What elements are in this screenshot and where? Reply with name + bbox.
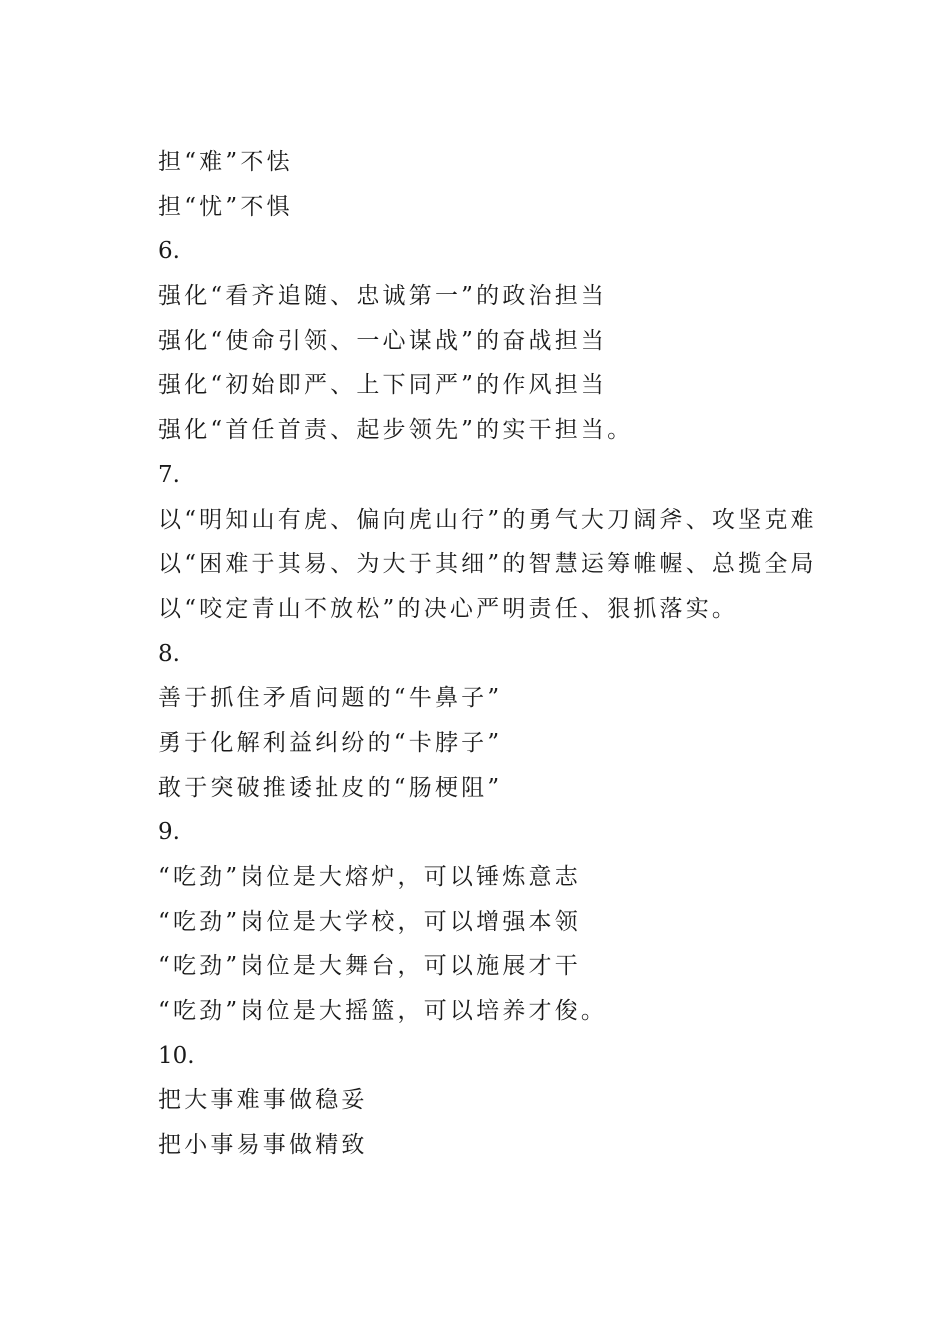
- body-line: 担“难”不怯: [158, 149, 293, 175]
- body-line: 以“明知山有虎、偏向虎山行”的勇气大刀阔斧、攻坚克难: [158, 506, 817, 533]
- body-line: 强化“初始即严、上下同严”的作风担当: [158, 372, 608, 399]
- document-body: [158, 140, 878, 1168]
- body-line: 以“困难于其易、为大于其细”的智慧运筹帷幄、总揽全局: [158, 551, 817, 578]
- body-line: 强化“首任首责、起步领先”的实干担当。: [158, 417, 634, 444]
- body-line: 把大事难事做稳妥: [158, 1087, 368, 1114]
- section-number: 7.: [158, 461, 180, 488]
- body-line: “吃劲”岗位是大熔炉，可以锤炼意志: [158, 864, 581, 890]
- section-number: 8.: [158, 640, 180, 667]
- body-line: 勇于化解利益纠纷的“卡脖子”: [158, 729, 503, 756]
- body-line: “吃劲”岗位是大学校，可以增强本领: [158, 908, 581, 935]
- body-line: 善于抓住矛盾问题的“牛鼻子”: [158, 685, 503, 712]
- body-line: 把小事易事做精致: [158, 1132, 368, 1159]
- body-line: 强化“看齐追随、忠诚第一”的政治担当: [158, 283, 608, 310]
- section-number: 6.: [158, 238, 180, 265]
- body-line: 担“忧”不惧: [158, 193, 293, 220]
- body-line: “吃劲”岗位是大摇篮，可以培养才俊。: [158, 998, 608, 1025]
- section-number: 10.: [158, 1042, 195, 1069]
- body-line: 敢于突破推诿扯皮的“肠梗阻”: [158, 774, 503, 801]
- body-line: “吃劲”岗位是大舞台，可以施展才干: [158, 953, 581, 980]
- body-line: 强化“使命引领、一心谋战”的奋战担当: [158, 327, 608, 354]
- section-number: 9.: [158, 819, 180, 846]
- body-line: 以“咬定青山不放松”的决心严明责任、狠抓落实。: [158, 595, 739, 622]
